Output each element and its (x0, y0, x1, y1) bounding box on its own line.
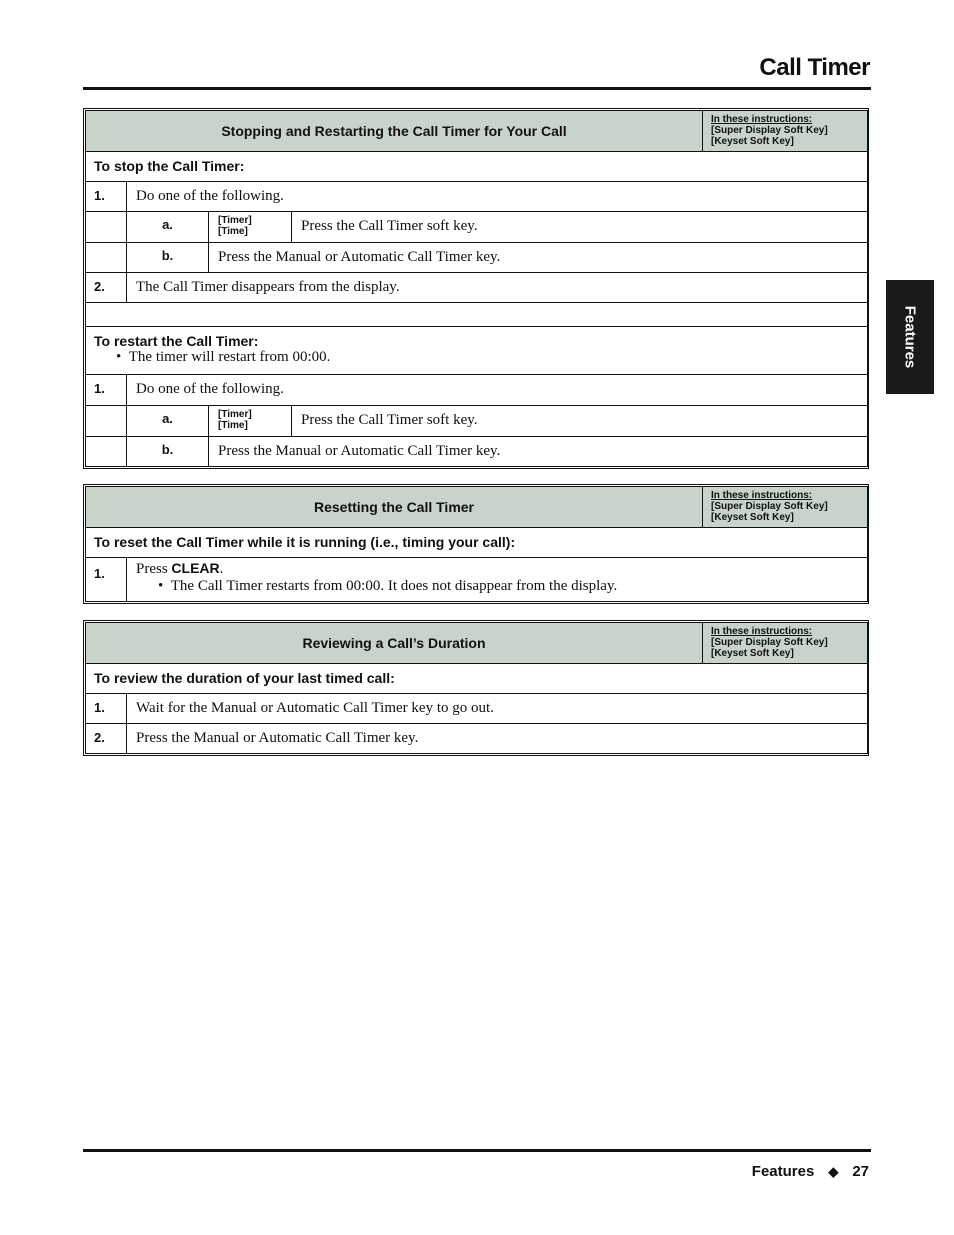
section-title: Resetting the Call Timer (86, 487, 703, 528)
super-display-key: [Timer] (218, 409, 252, 420)
step-content (127, 558, 868, 602)
legend-super-display: [Super Display Soft Key] (711, 501, 828, 512)
legend-heading: In these instructions: (711, 114, 813, 125)
legend-keyset: [Keyset Soft Key] (711, 648, 794, 659)
step-number: 2. (86, 724, 127, 754)
step-text: Press the Manual or Automatic Call Timer key. (127, 724, 868, 754)
section-title: Reviewing a Call’s Duration (86, 623, 703, 664)
restart-heading: To restart the Call Timer: (94, 333, 259, 349)
empty-cell (86, 437, 127, 467)
super-display-key: [Timer] (218, 215, 252, 226)
step-number: 1. (86, 375, 127, 406)
section-stopping-restarting (83, 108, 869, 469)
legend-super-display: [Super Display Soft Key] (711, 637, 828, 648)
subheading-review: To review the duration of your last timed call: (86, 664, 868, 694)
step-prefix: Press (136, 561, 172, 577)
empty-cell (86, 406, 127, 437)
keyset-key: [Time] (218, 226, 248, 237)
top-rule (83, 87, 871, 90)
instructions-legend (703, 623, 868, 664)
bullet-note: • The Call Timer restarts from 00:00. It does not disappear from the display. (158, 578, 618, 594)
legend-heading: In these instructions: (711, 626, 813, 637)
spacer-row (86, 303, 868, 327)
bullet-note: • The timer will restart from 00:00. (116, 349, 331, 365)
substep-letter: b. (127, 243, 209, 273)
soft-key-label (209, 406, 292, 437)
subheading-stop: To stop the Call Timer: (86, 152, 868, 182)
substep-text: Press the Manual or Automatic Call Timer key. (209, 243, 868, 273)
substep-text: Press the Call Timer soft key. (292, 406, 868, 437)
step-number: 1. (86, 558, 127, 602)
legend-super-display: [Super Display Soft Key] (711, 125, 828, 136)
step-number: 1. (86, 182, 127, 212)
step-text: The Call Timer disappears from the display. (127, 273, 868, 303)
subheading-reset: To reset the Call Timer while it is running (i.e., timing your call): (86, 528, 868, 558)
bottom-rule (83, 1149, 871, 1152)
page-title: Call Timer (759, 54, 870, 81)
instructions-legend (703, 487, 868, 528)
legend-keyset: [Keyset Soft Key] (711, 136, 794, 147)
substep-text: Press the Call Timer soft key. (292, 212, 868, 243)
empty-cell (86, 243, 127, 273)
step-text: Do one of the following. (127, 375, 868, 406)
substep-text: Press the Manual or Automatic Call Timer key. (209, 437, 868, 467)
bullet-text: The timer will restart from 00:00. (128, 349, 331, 365)
page-footer (752, 1163, 869, 1180)
side-tab-label: Features (901, 305, 919, 369)
clear-key: CLEAR (171, 560, 220, 576)
instructions-legend (703, 111, 868, 152)
empty-cell (86, 212, 127, 243)
subheading-restart (86, 327, 868, 375)
bullet-text: The Call Timer restarts from 00:00. It does not disappear from the display. (170, 578, 618, 594)
step-number: 2. (86, 273, 127, 303)
keyset-key: [Time] (218, 420, 248, 431)
step-text: Wait for the Manual or Automatic Call Timer key to go out. (127, 694, 868, 724)
step-number: 1. (86, 694, 127, 724)
substep-letter: b. (127, 437, 209, 467)
page-number: 27 (852, 1163, 869, 1180)
step-text: Do one of the following. (127, 182, 868, 212)
diamond-icon: ◆ (828, 1164, 839, 1179)
substep-letter: a. (127, 406, 209, 437)
legend-keyset: [Keyset Soft Key] (711, 512, 794, 523)
section-reviewing-duration (83, 620, 869, 756)
section-title: Stopping and Restarting the Call Timer for Your Call (86, 111, 703, 152)
step-text (136, 560, 858, 578)
side-tab-features (886, 280, 934, 394)
step-suffix: . (219, 561, 224, 577)
footer-section: Features (751, 1163, 815, 1180)
section-resetting (83, 484, 869, 604)
soft-key-label (209, 212, 292, 243)
legend-heading: In these instructions: (711, 490, 813, 501)
substep-letter: a. (127, 212, 209, 243)
